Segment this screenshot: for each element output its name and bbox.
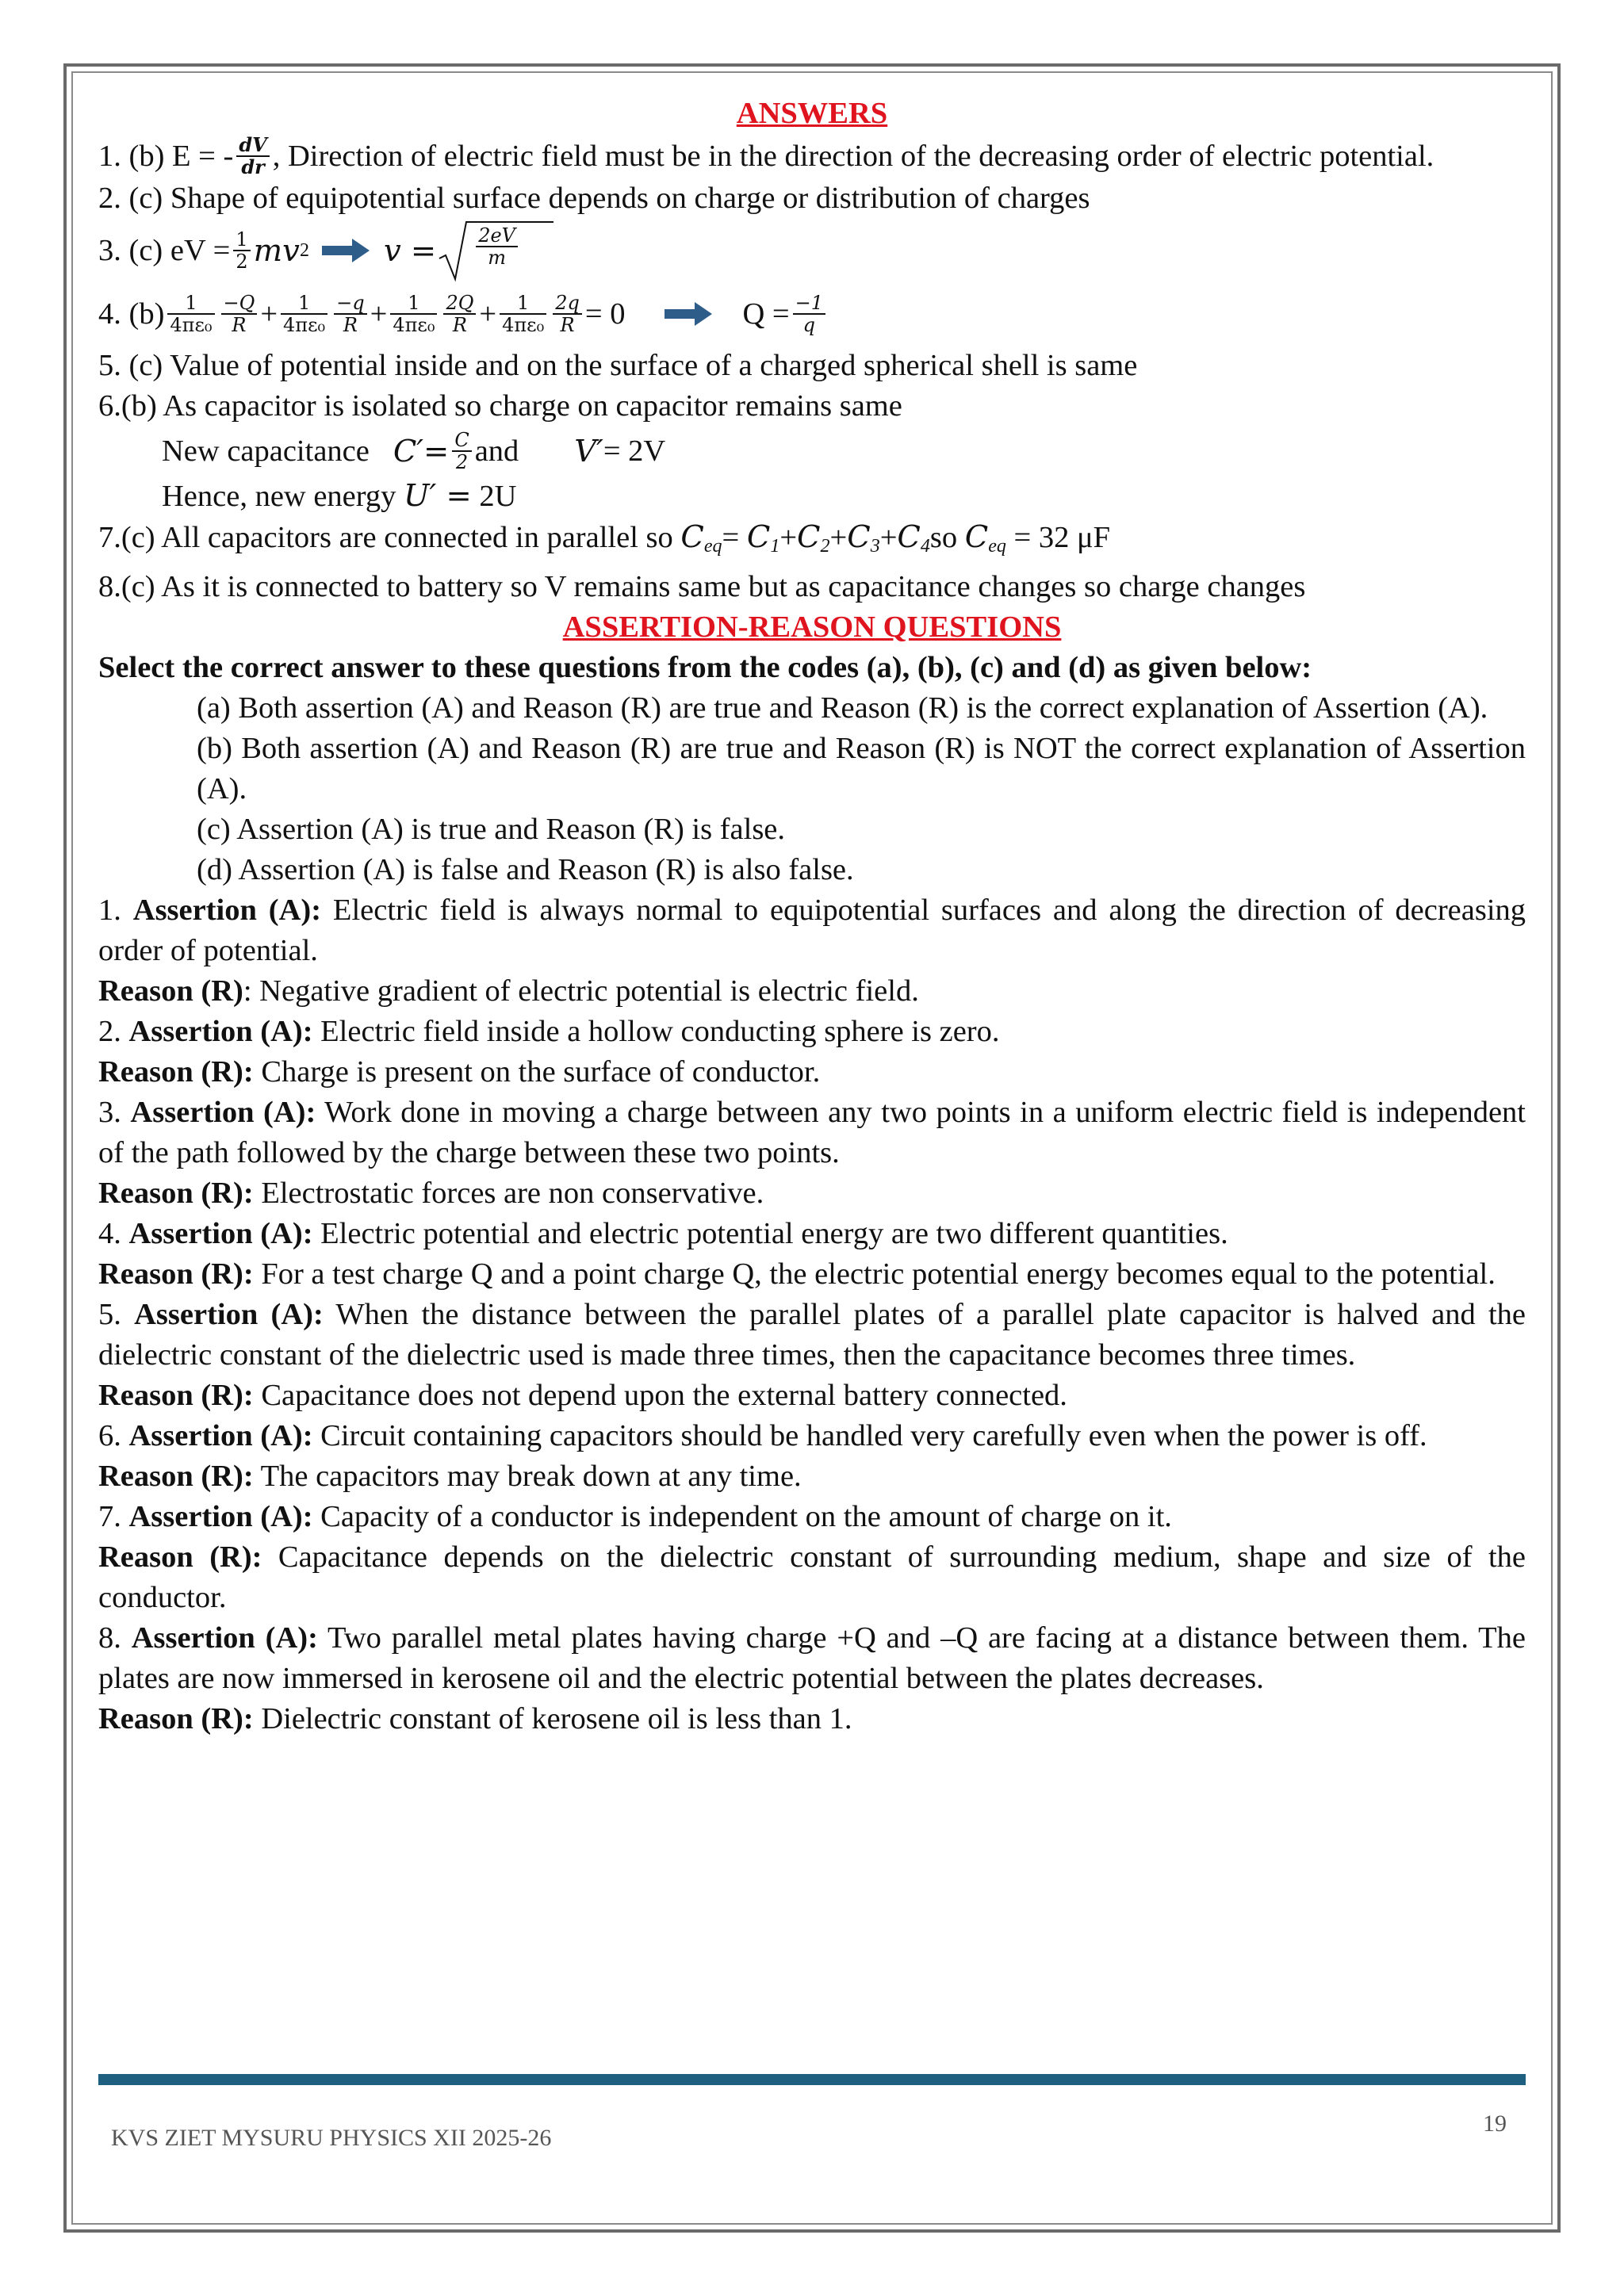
answer-6: 6.(b) As capacitor is isolated so charge on capacitor remains same	[98, 389, 902, 423]
option-d: (d) Assertion (A) is false and Reason (R) is also false.	[197, 853, 854, 886]
question-2-reason: Reason (R): Charge is present on the surface of conductor.	[98, 1055, 821, 1089]
option-a: (a) Both assertion (A) and Reason (R) are true and Reason (R) is the correct explanation of Assertion (A).	[197, 691, 1488, 725]
instruction-text: Select the correct answer to these questions from the codes (a), (b), (c) and (d) as given below:	[98, 651, 1312, 684]
right-arrow-icon	[665, 300, 714, 327]
question-2-assertion: 2. Assertion (A): Electric field inside a hollow conducting sphere is zero.	[98, 1015, 1000, 1048]
answer-7: 7.(c) All capacitors are connected in parallel so $C_{eq}= C_1+C_2+C_3+C_4so$ $C_{eq} = 32$ μF	[98, 519, 1111, 557]
answers-heading: ANSWERS	[736, 97, 888, 130]
question-6-assertion: 6. Assertion (A): Circuit containing capacitors should be handled very carefully even when the power is off.	[98, 1419, 1427, 1452]
half-fraction: $\frac{1}{2}$	[233, 229, 250, 272]
question-1-reason: Reason (R): Negative gradient of electric potential is electric field.	[98, 974, 919, 1008]
page-number: 19	[1483, 2110, 1507, 2137]
question-7-assertion: 7. Assertion (A): Capacity of a conductor is independent on the amount of charge on it.	[98, 1500, 1172, 1533]
option-c: (c) Assertion (A) is true and Reason (R) is false.	[197, 813, 786, 846]
answer-1-prefix: 1. (b) E = -	[98, 139, 234, 173]
option-b: (b) Both assertion (A) and Reason (R) are true and Reason (R) is NOT the correct explanation of Assertion (A).	[197, 732, 1526, 806]
dv-dr-fraction: $\frac{dV}{dr}$	[236, 135, 269, 178]
answer-6-energy: Hence, new energy U′ = 2U	[162, 478, 517, 514]
page-content	[98, 94, 1526, 1739]
answer-6-capacitance: New capacitance C′= $\frac{C}{2}$ and V′ = 2V	[162, 429, 666, 473]
sqrt-fraction: $\frac{2eV}{m}$	[476, 225, 518, 268]
right-arrow-icon	[322, 237, 371, 264]
question-5-reason: Reason (R): Capacitance does not depend upon the external battery connected.	[98, 1379, 1067, 1412]
question-8-assertion: 8. Assertion (A): Two parallel metal plates having charge +Q and –Q are facing at a distance between them. The plates are now immersed in kerosene oil and the electric potential between the plates decreases.	[98, 1621, 1526, 1695]
answer-5: 5. (c) Value of potential inside and on the surface of a charged spherical shell is same	[98, 349, 1138, 382]
question-1-assertion: 1. Assertion (A): Electric field is always normal to equipotential surfaces and along the direction of decreasing order of potential.	[98, 894, 1526, 967]
answer-1	[98, 134, 1526, 178]
question-3-assertion: 3. Assertion (A): Work done in moving a charge between any two points in a uniform electric field is independent of the path followed by the charge between these two points.	[98, 1096, 1526, 1169]
question-7-reason: Reason (R): Capacitance depends on the dielectric constant of surrounding medium, shape and size of the conductor.	[98, 1540, 1526, 1614]
footer-text: KVS ZIET MYSURU PHYSICS XII 2025-26	[111, 2125, 552, 2151]
answer-3: 3. (c) eV = $\frac{1}{2}$ mv 2 v = $\frac{2eV}{m}$	[98, 219, 1526, 282]
question-8-reason: Reason (R): Dielectric constant of kerosene oil is less than 1.	[98, 1702, 852, 1735]
answer-4: 4. (b) $\frac{1}{\text{4πε₀}}$ $\frac{-Q}{R}$ + $\frac{1}{\text{4πε₀}}$ $\frac{-q}{R}$ + $\frac{1}{\text{4πε₀}}$ $\frac{2Q}{R}$ + $\frac{1}{\text{4πε₀}}$ $\frac{2q}{R}$ = 0 Q = $\frac{-1}{q}$	[98, 282, 1526, 346]
question-4-reason: Reason (R): For a test charge Q and a point charge Q, the electric potential energy becomes equal to the potential.	[98, 1257, 1496, 1291]
footer-divider-bar	[98, 2074, 1526, 2085]
assertion-reason-heading: ASSERTION-REASON QUESTIONS	[562, 610, 1062, 644]
answer-8: 8.(c) As it is connected to battery so V remains same but as capacitance changes so charge changes	[98, 570, 1306, 603]
question-6-reason: Reason (R): The capacitors may break down at any time.	[98, 1460, 802, 1493]
question-3-reason: Reason (R): Electrostatic forces are non conservative.	[98, 1177, 764, 1210]
answer-2: 2. (c) Shape of equipotential surface depends on charge or distribution of charges	[98, 182, 1090, 215]
question-4-assertion: 4. Assertion (A): Electric potential and electric potential energy are two different quantities.	[98, 1217, 1228, 1250]
sqrt-expression	[436, 219, 555, 282]
question-5-assertion: 5. Assertion (A): When the distance between the parallel plates of a parallel plate capacitor is halved and the dielectric constant of the dielectric used is made three times, then the capacitance becomes three times.	[98, 1298, 1526, 1372]
answer-1-text: , Direction of electric field must be in the direction of the decreasing order of electric potential.	[272, 139, 1434, 173]
